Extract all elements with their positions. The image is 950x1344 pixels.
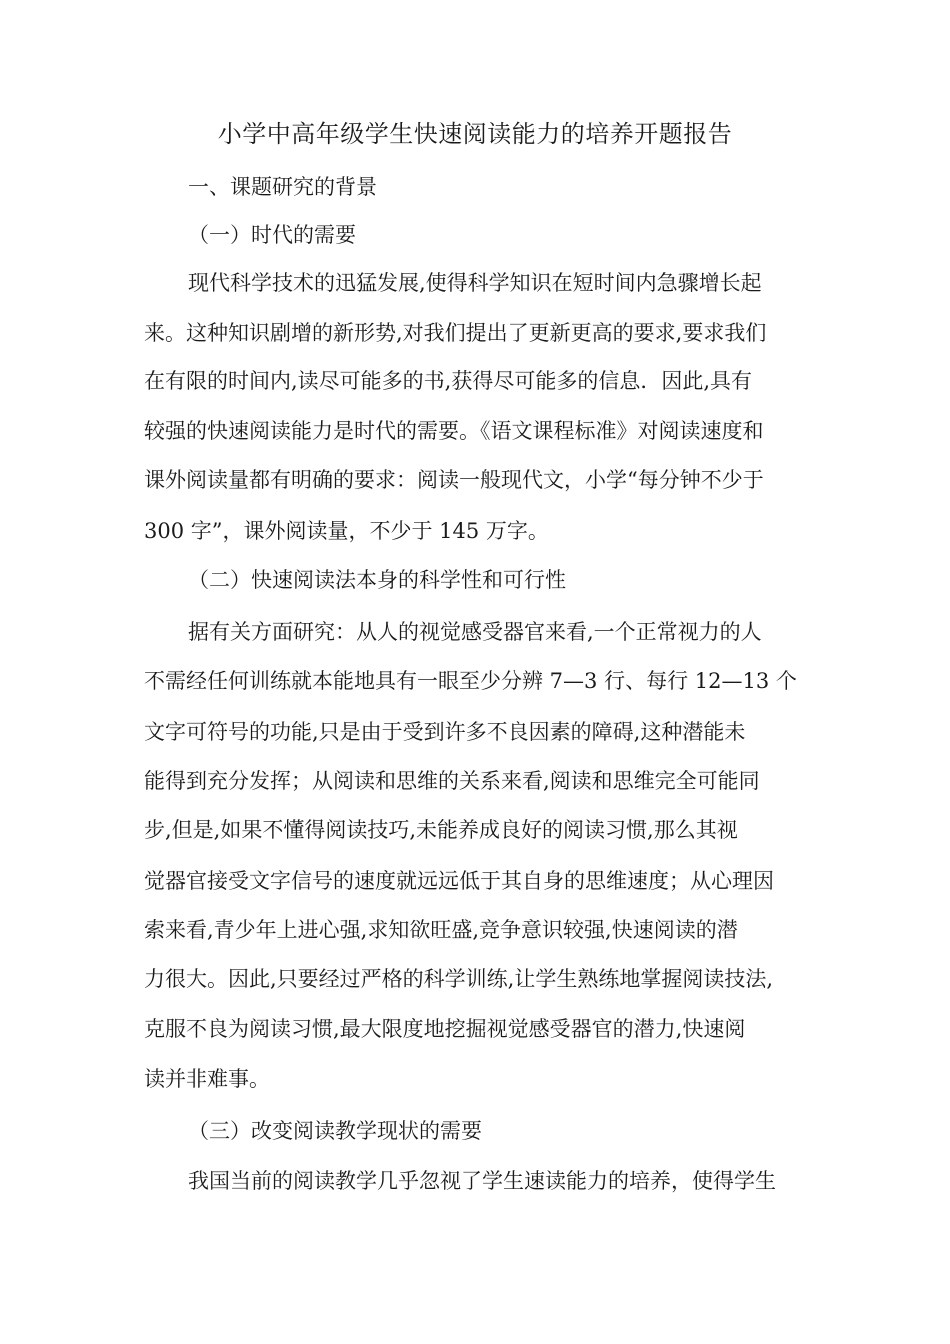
paragraph-line: 据有关方面研究：从人的视觉感受器官来看,一个正常视力的人 bbox=[188, 620, 762, 644]
paragraph-line: 较强的快速阅读能力是时代的需要。《语文课程标准》对阅读速度和 bbox=[144, 419, 764, 443]
paragraph-line: 300 字”，课外阅读量，不少于 145 万字。 bbox=[144, 519, 549, 543]
subsection-heading: （一）时代的需要 bbox=[188, 223, 356, 247]
subsection-heading: （二）快速阅读法本身的科学性和可行性 bbox=[188, 568, 566, 592]
document-title: 小学中高年级学生快速阅读能力的培养开题报告 bbox=[217, 120, 733, 148]
paragraph-line: 来。这种知识剧增的新形势,对我们提出了更新更高的要求,要求我们 bbox=[144, 321, 767, 345]
paragraph-line: 克服不良为阅读习惯,最大限度地挖掘视觉感受器官的潜力,快速阅 bbox=[144, 1017, 746, 1041]
paragraph-line: 在有限的时间内,读尽可能多的书,获得尽可能多的信息．因此,具有 bbox=[144, 369, 753, 393]
paragraph-line: 读并非难事。 bbox=[144, 1067, 270, 1091]
paragraph-line: 文字可符号的功能,只是由于受到许多不良因素的障碍,这种潜能未 bbox=[144, 720, 746, 744]
paragraph-line: 课外阅读量都有明确的要求：阅读一般现代文，小学“每分钟不少于 bbox=[144, 468, 764, 492]
paragraph-line: 现代科学技术的迅猛发展,使得科学知识在短时间内急骤增长起 bbox=[188, 271, 762, 295]
paragraph-line: 能得到充分发挥；从阅读和思维的关系来看,阅读和思维完全可能同 bbox=[144, 769, 760, 793]
paragraph-line: 觉器官接受文字信号的速度就远远低于其自身的思维速度；从心理因 bbox=[144, 869, 774, 893]
section-heading: 一、课题研究的背景 bbox=[188, 175, 377, 199]
paragraph-line: 我国当前的阅读教学几乎忽视了学生速读能力的培养，使得学生 bbox=[188, 1169, 776, 1193]
paragraph-line: 步,但是,如果不懂得阅读技巧,未能养成良好的阅读习惯,那么其视 bbox=[144, 818, 738, 842]
paragraph-line: 索来看,青少年上进心强,求知欲旺盛,竞争意识较强,快速阅读的潜 bbox=[144, 918, 738, 942]
paragraph-line: 力很大。因此,只要经过严格的科学训练,让学生熟练地掌握阅读技法, bbox=[144, 967, 774, 991]
paragraph-line: 不需经任何训练就本能地具有一眼至少分辨 7—3 行、每行 12—13 个 bbox=[144, 669, 797, 693]
subsection-heading: （三）改变阅读教学现状的需要 bbox=[188, 1119, 482, 1143]
